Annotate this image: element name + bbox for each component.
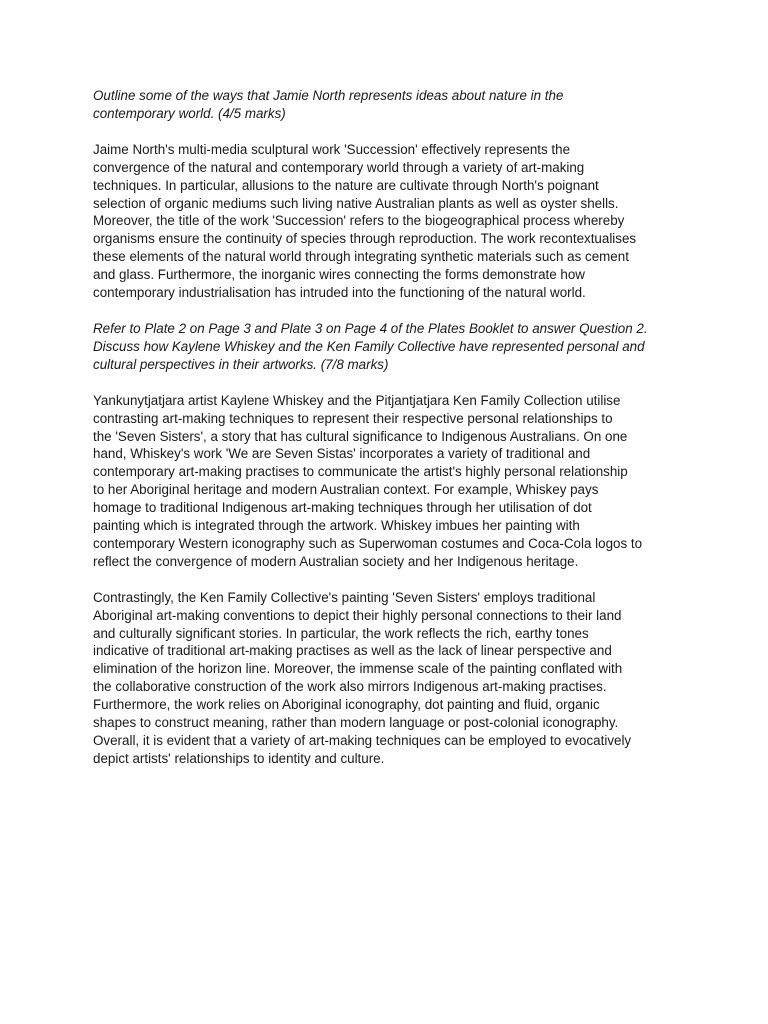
question-2: Refer to Plate 2 on Page 3 and Plate 3 on Page 4 of the Plates Booklet to answer Question 2. Discuss how Kaylene Whiskey and the Ken Family Collective have represented personal and cultural perspectives in their artworks. (7/8 marks) [93,320,648,372]
answer-1: Jaime North's multi-media sculptural work 'Succession' effectively represents the convergence of the natural and contemporary world through a variety of art-making techniques. In particular, allusions to the nature are cultivate through North's poignant selection of organic mediums such living native Australian plants as well as oyster shells. Moreover, the title of the work 'Succession' refers to the biogeographical process whereby organisms ensure the continuity of species through reproduction. The work recontextualises these elements of the natural world through integrating synthetic materials such as cement and glass. Furthermore, the inorganic wires connecting the forms demonstrate how contemporary industrialisation has intruded into the functioning of the natural world. [93,141,637,301]
question-1: Outline some of the ways that Jamie North represents ideas about nature in the contemporary world. (4/5 marks) [93,88,564,121]
document-page [93,87,683,786]
answer-2-paragraph-1: Yankunytjatjara artist Kaylene Whiskey and the Pitjantjatjara Ken Family Collection utilise contrasting art-making techniques to represent their respective personal relationships to the 'Seven Sisters', a story that has cultural significance to Indigenous Australians. On one hand, Whiskey's work 'We are Seven Sistas' incorporates a variety of traditional and contemporary art-making practises to communicate the artist's highly personal relationship to her Aboriginal heritage and modern Australian context. For example, Whiskey pays homage to traditional Indigenous art-making techniques through her utilisation of dot painting which is integrated through the artwork. Whiskey imbues her painting with contemporary Western iconography such as Superwoman costumes and Coca-Cola logos to reflect the convergence of modern Australian society and her Indigenous heritage. [93,392,643,569]
answer-2-paragraph-2: Contrastingly, the Ken Family Collective's painting 'Seven Sisters' employs traditional Aboriginal art-making conventions to depict their highly personal connections to their land and culturally significant stories. In particular, the work reflects the rich, earthy tones indicative of traditional art-making practises as well as the lack of linear perspective and elimination of the horizon line. Moreover, the immense scale of the painting conflated with the collaborative construction of the work also mirrors Indigenous art-making practises. Furthermore, the work relies on Aboriginal iconography, dot painting and fluid, organic shapes to construct meaning, rather than modern language or post-colonial iconography. Overall, it is evident that a variety of art-making techniques can be employed to evocatively depict artists' relationships to identity and culture. [93,589,632,766]
